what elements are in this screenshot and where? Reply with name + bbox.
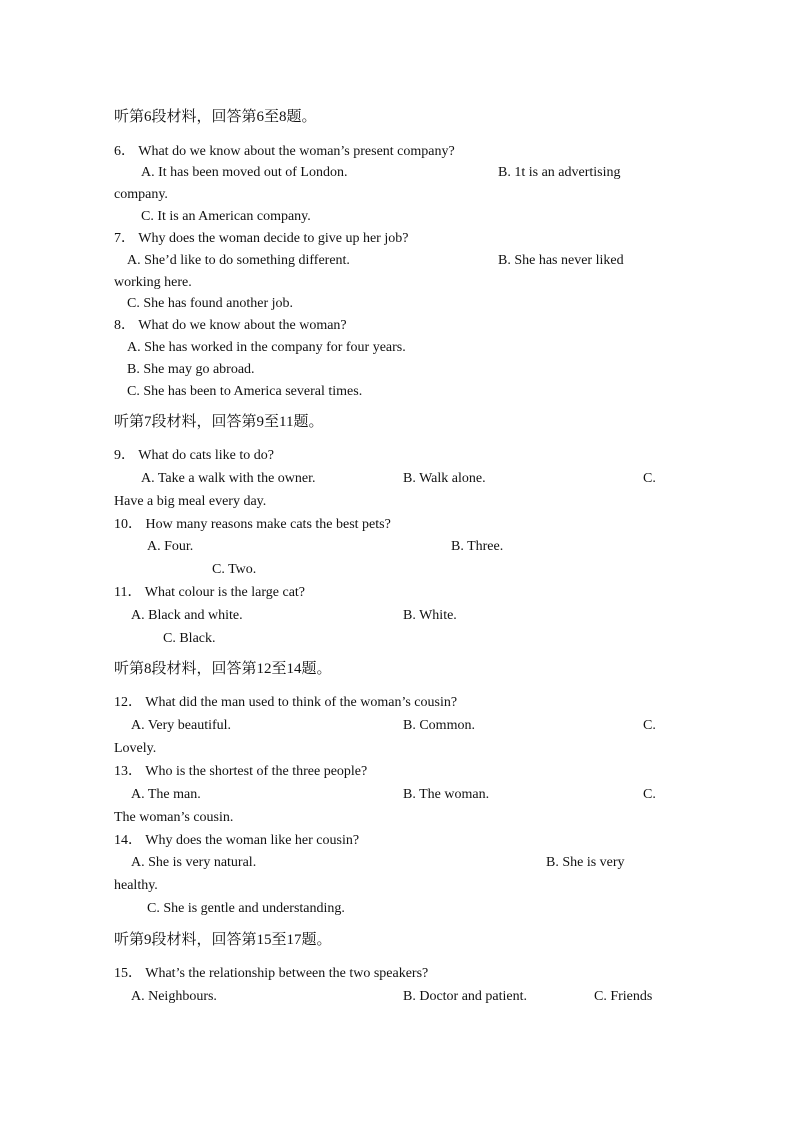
question-9-option-c: Have a big meal every day. <box>114 494 267 509</box>
question-8-stem: 8． What do we know about the woman? <box>114 318 347 333</box>
section-heading-7: 听第7段材料，回答第9至11题。 <box>114 414 324 430</box>
section-heading-6: 听第6段材料，回答第6至8题。 <box>114 109 317 125</box>
question-9-option-a: A. Take a walk with the owner. <box>141 471 316 486</box>
question-8-option-a: A. She has worked in the company for four years. <box>127 340 406 355</box>
section-heading-9: 听第9段材料，回答第15至17题。 <box>114 932 332 948</box>
question-11-stem: 11． What colour is the large cat? <box>114 585 306 600</box>
question-12-option-c: Lovely. <box>114 741 157 756</box>
question-7-option-b: B. She has never liked <box>498 253 624 268</box>
question-14-option-a: A. She is very natural. <box>131 855 257 870</box>
question-11-option-c: C. Black. <box>163 631 216 646</box>
question-15-option-a: A. Neighbours. <box>131 989 217 1004</box>
question-7-stem: 7． Why does the woman decide to give up her job? <box>114 231 409 246</box>
question-7-option-c: C. She has found another job. <box>127 296 294 311</box>
question-12-option-c-label: C. <box>643 718 656 733</box>
question-11-option-b: B. White. <box>403 608 457 623</box>
question-6-option-a: A. It has been moved out of London. <box>141 165 348 180</box>
question-7-option-a: A. She’d like to do something different. <box>127 253 350 268</box>
question-9-stem: 9． What do cats like to do? <box>114 448 274 463</box>
question-8-option-c: C. She has been to America several times. <box>127 384 363 399</box>
question-11-option-a: A. Black and white. <box>131 608 243 623</box>
question-10-option-b: B. Three. <box>451 539 504 554</box>
question-7-option-b-wrap: working here. <box>114 275 192 290</box>
question-13-option-c-label: C. <box>643 787 656 802</box>
question-15-stem: 15． What’s the relationship between the two speakers? <box>114 966 429 981</box>
question-14-option-b: B. She is very <box>546 855 625 870</box>
question-14-option-c: C. She is gentle and understanding. <box>147 901 345 916</box>
question-14-stem: 14． Why does the woman like her cousin? <box>114 833 360 848</box>
question-13-option-b: B. The woman. <box>403 787 490 802</box>
question-12-option-a: A. Very beautiful. <box>131 718 232 733</box>
question-6-option-b-wrap: company. <box>114 187 168 202</box>
question-10-option-c: C. Two. <box>212 562 257 577</box>
question-6-stem: 6． What do we know about the woman’s present company? <box>114 144 455 159</box>
question-13-option-a: A. The man. <box>131 787 201 802</box>
section-heading-8: 听第8段材料，回答第12至14题。 <box>114 661 332 677</box>
question-13-option-c: The woman’s cousin. <box>114 810 234 825</box>
question-13-stem: 13． Who is the shortest of the three people? <box>114 764 368 779</box>
question-6-option-b: B. 1t is an advertising <box>498 165 621 180</box>
question-8-option-b: B. She may go abroad. <box>127 362 255 377</box>
question-10-stem: 10． How many reasons make cats the best pets? <box>114 517 391 532</box>
question-14-option-b-wrap: healthy. <box>114 878 158 893</box>
question-6-option-c: C. It is an American company. <box>141 209 311 224</box>
question-9-option-b: B. Walk alone. <box>403 471 486 486</box>
question-15-option-c: C. Friends <box>594 989 653 1004</box>
question-12-stem: 12． What did the man used to think of the woman’s cousin? <box>114 695 458 710</box>
question-10-option-a: A. Four. <box>147 539 194 554</box>
question-15-option-b: B. Doctor and patient. <box>403 989 528 1004</box>
question-12-option-b: B. Common. <box>403 718 475 733</box>
question-9-option-c-label: C. <box>643 471 656 486</box>
